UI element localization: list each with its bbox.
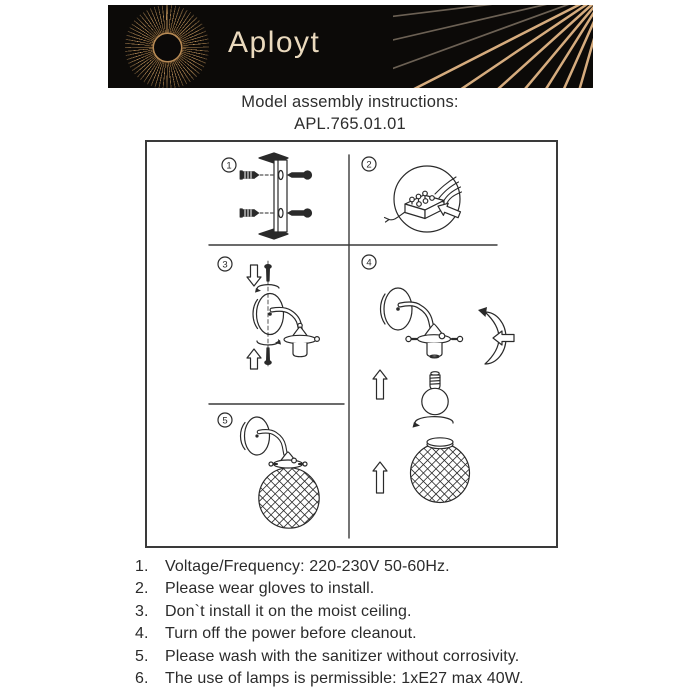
instruction-item — [135, 646, 585, 668]
model-number: APL.765.01.01 — [294, 114, 406, 133]
up-arrow-icon — [373, 462, 387, 493]
side-screw-icon — [452, 336, 463, 341]
step2-number: 2 — [366, 159, 372, 171]
wall-anchor-icon — [240, 171, 273, 179]
instruction-number: 6. — [135, 670, 149, 688]
instruction-item — [135, 556, 585, 578]
down-arrow-icon — [247, 265, 261, 286]
brand-name: Aployt — [228, 26, 321, 59]
step5-finished-lamp-illustration — [218, 413, 319, 528]
instruction-text: Please wash with the sanitizer without corrosivity. — [165, 647, 520, 665]
wall-anchor-icon — [240, 209, 273, 217]
rotate-arrow-icon — [413, 417, 454, 428]
step3-canopy-illustration — [218, 257, 319, 369]
up-arrow-icon — [373, 370, 387, 399]
screw-icon — [265, 265, 271, 281]
screw-icon — [265, 348, 271, 364]
instruction-text: Turn off the power before cleanout. — [165, 625, 417, 643]
assembly-diagram — [147, 142, 556, 546]
instruction-text: Don`t install it on the moist ceiling. — [165, 602, 412, 620]
instruction-number: 4. — [135, 625, 149, 643]
instruction-number: 1. — [135, 558, 149, 575]
screw-icon — [288, 171, 312, 179]
instruction-text: The use of lamps is permissible: 1xE27 max 40W. — [165, 670, 524, 688]
assembly-diagram-box — [145, 140, 558, 548]
step4-number: 4 — [366, 257, 372, 269]
up-arrow-icon — [247, 349, 261, 369]
title-line1: Model assembly instructions: — [241, 93, 459, 111]
starburst-logo-icon — [125, 5, 209, 88]
instruction-item — [135, 601, 585, 623]
instruction-list — [135, 556, 585, 690]
side-screw-icon — [406, 336, 417, 341]
step1-number: 1 — [226, 160, 232, 172]
rotate-arrow-icon — [257, 340, 281, 345]
instruction-item — [135, 623, 585, 645]
step1-bracket-illustration — [222, 153, 312, 239]
screw-icon — [288, 209, 312, 217]
instruction-text: Please wear gloves to install. — [165, 580, 375, 598]
step3-number: 3 — [222, 259, 228, 271]
step5-number: 5 — [222, 415, 228, 427]
instruction-number: 3. — [135, 602, 149, 620]
step4-assembly-illustration — [362, 255, 514, 503]
mesh-globe-shade-icon — [259, 468, 319, 528]
light-bulb-icon — [422, 372, 448, 415]
step2-wiring-illustration — [362, 157, 462, 232]
instruction-item — [135, 668, 585, 690]
starburst-core — [154, 34, 181, 61]
instruction-text: Voltage/Frequency: 220-230V 50-60Hz. — [165, 558, 450, 575]
page-title — [0, 92, 700, 135]
brand-banner — [108, 5, 593, 88]
instruction-item — [135, 578, 585, 600]
instruction-number: 5. — [135, 647, 149, 665]
rotate-arrow-icon — [255, 285, 279, 293]
corner-rays-decoration — [393, 5, 593, 88]
mesh-globe-shade-icon — [411, 438, 470, 503]
instruction-number: 2. — [135, 580, 149, 598]
